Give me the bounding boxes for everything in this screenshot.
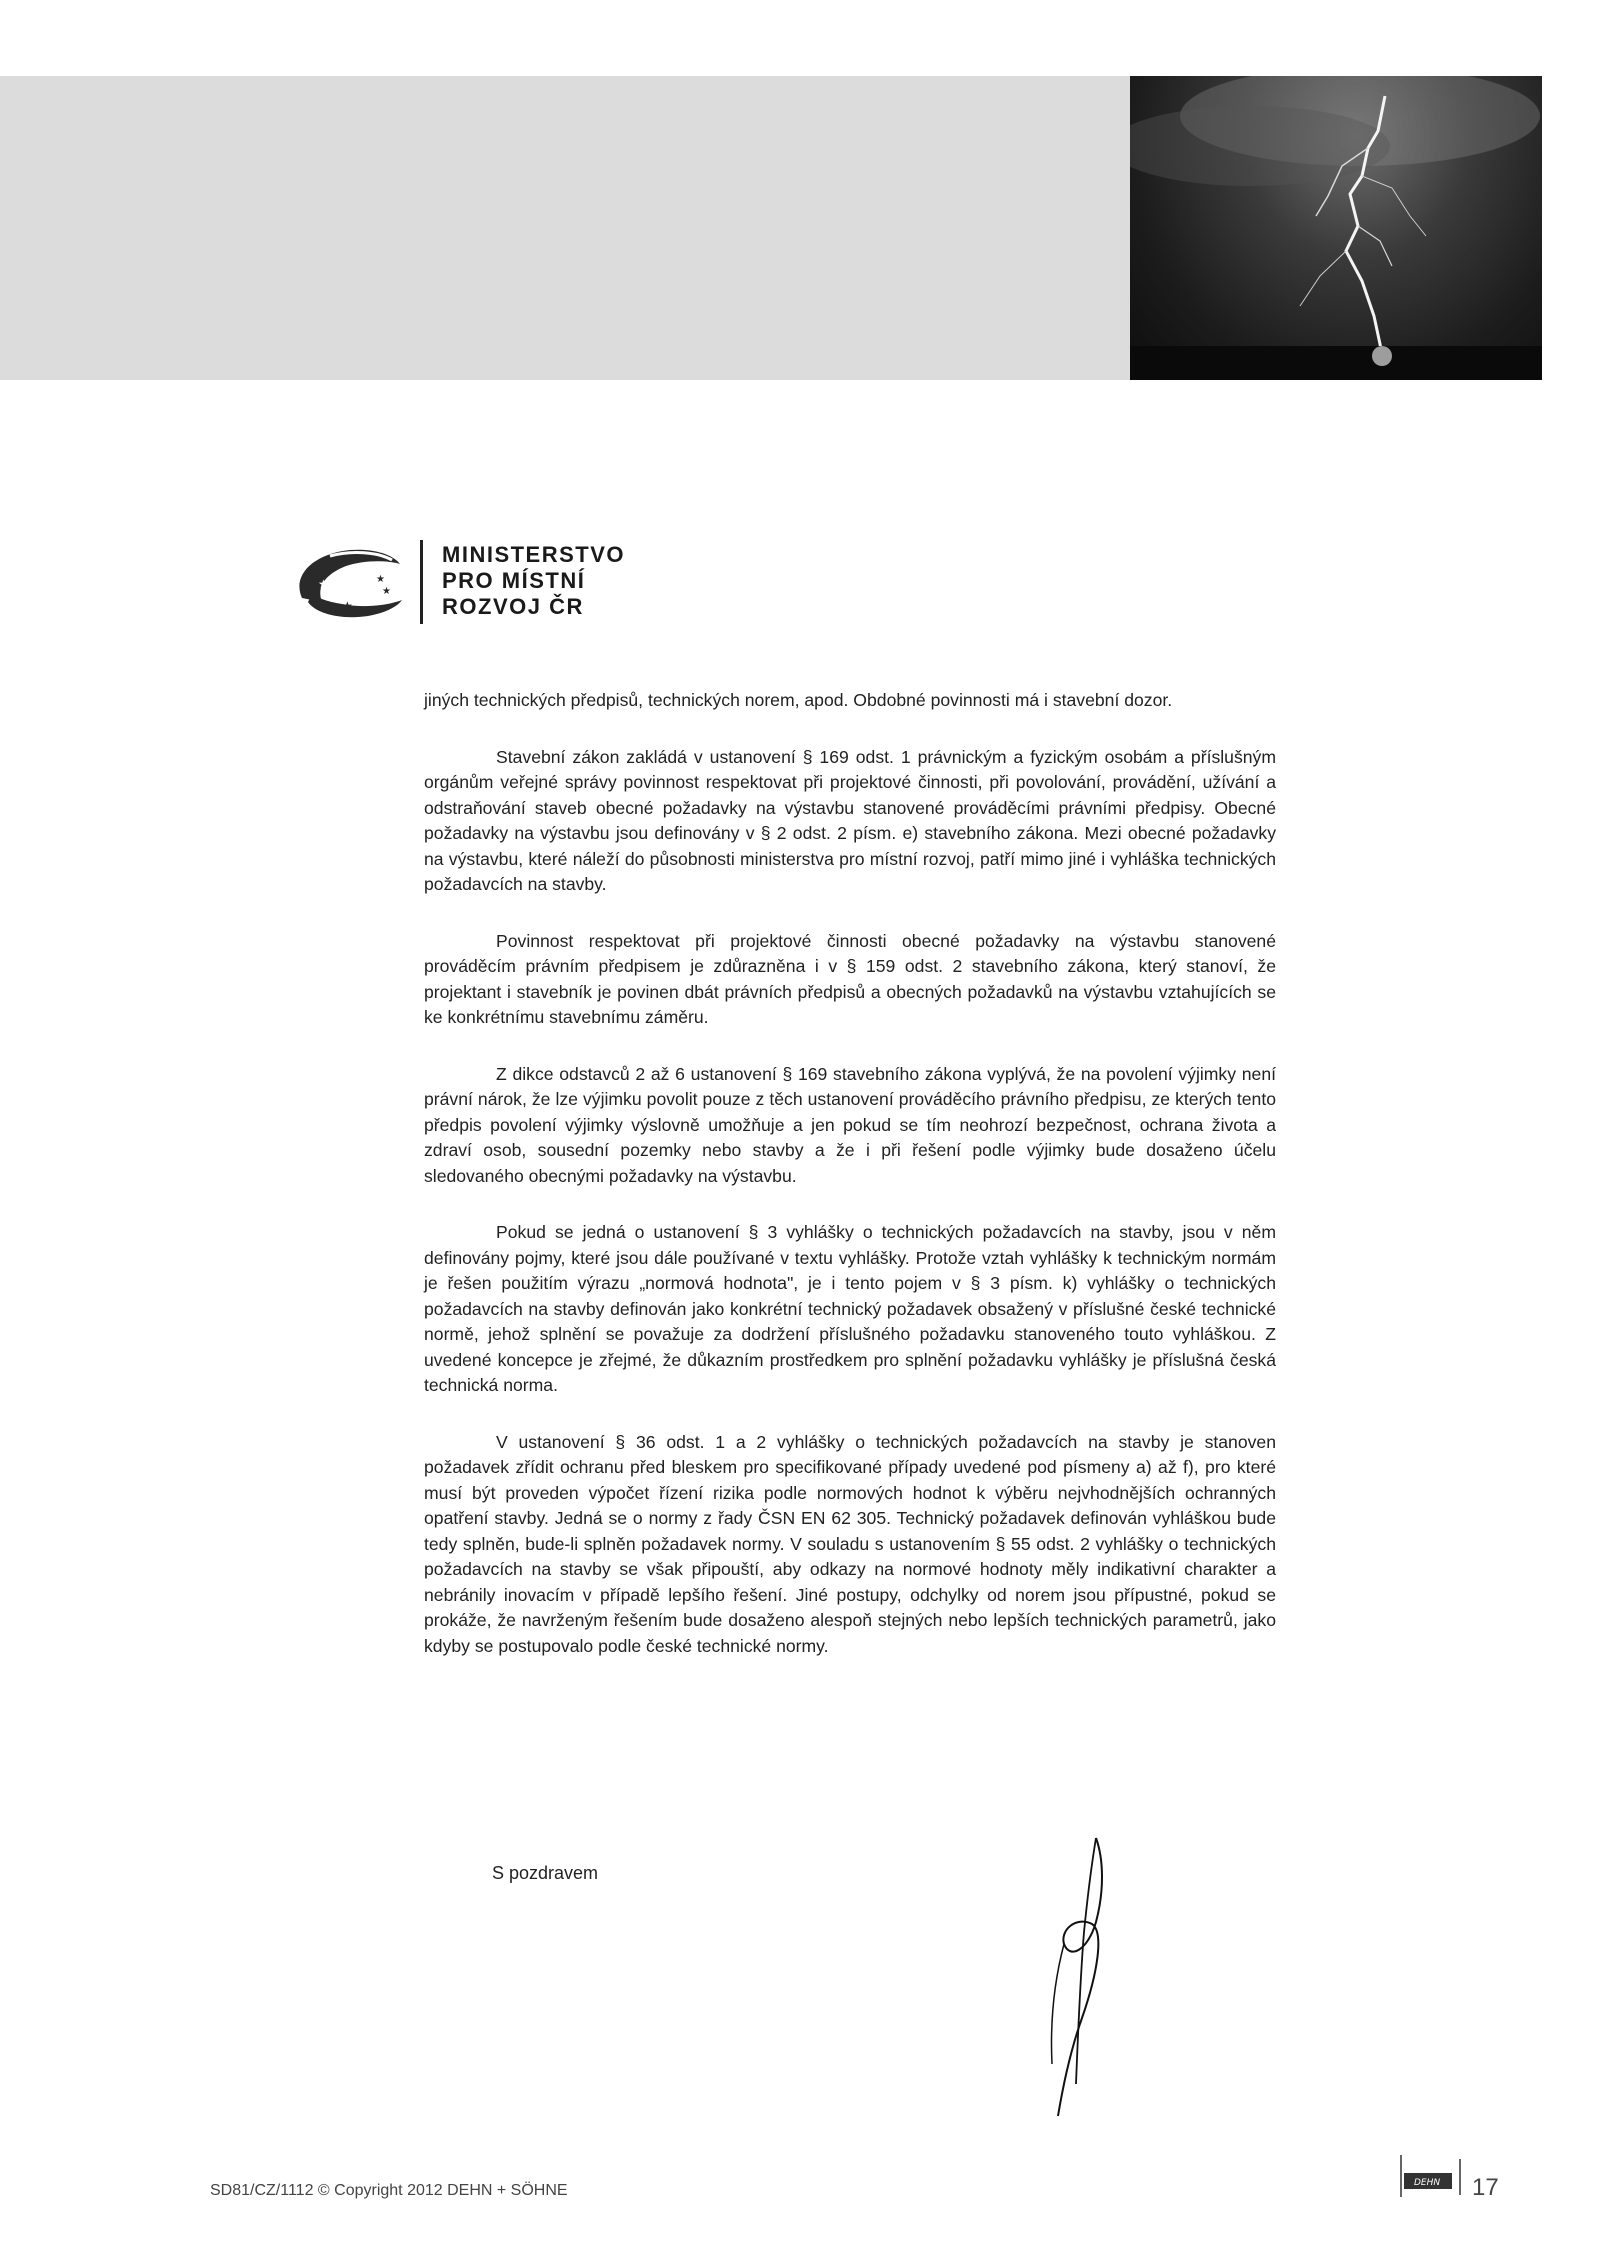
svg-text:★: ★ [382, 586, 391, 597]
page-number: 17 [1472, 2174, 1499, 2201]
dehn-logo-icon [1400, 2155, 1470, 2197]
handwritten-signature-icon [1000, 1832, 1150, 2122]
header-band [0, 76, 1130, 380]
svg-text:★: ★ [318, 577, 329, 591]
ministry-name-line: ROZVOJ ČR [442, 594, 584, 619]
footer-copyright: SD81/CZ/1112 © Copyright 2012 DEHN + SÖHNE [210, 2182, 568, 2199]
letter-paragraph: V ustanovení § 36 odst. 1 a 2 vyhlášky o technických požadavcích na stavby je stanoven požadavek zřídit ochranu před bleskem pro specifikované případy uvedené pod písmeny a) až f), pro které musí být proveden výpočet řízení rizika podle normových hodnot k výběru nejvhodnějších ochranných opatření stavby. Jedná se o normy z řady ČSN EN 62 305. Technický požadavek definován vyhláškou bude tedy splněn, bude-li splněn požadavek normy. V souladu s ustanovením § 55 odst. 2 vyhlášky o technických požadavcích na stavby se však připouští, aby odkazy na normové hodnoty měly indikativní charakter a nebránily inovacím v případě lepšího řešení. Jiné postupy, odchylky od norem jsou přípustné, pokud se prokáže, že navrženým řešením bude dosaženo alespoň stejných nebo lepších technických parametrů, jako kdyby se postupovalo podle české technické normy. [424, 1431, 1276, 1656]
ministry-name [442, 542, 702, 620]
svg-text:★: ★ [376, 574, 385, 585]
letter-body [424, 688, 1276, 1690]
ministry-name-line: PRO MÍSTNÍ [442, 568, 586, 593]
letter-paragraph: jiných technických předpisů, technických norem, apod. Obdobné povinnosti má i stavební dozor. [424, 690, 1173, 710]
ministry-logo-divider [420, 540, 423, 624]
letter-closing: S pozdravem [492, 1863, 599, 1883]
dehn-logo-text: DEHN [1414, 2178, 1441, 2188]
letter-paragraph: Z dikce odstavců 2 až 6 ustanovení § 169 stavebního zákona vyplývá, že na povolení výjimky není právní nárok, že lze výjimku povolit pouze z těch ustanovení prováděcího právního předpisu, ze kterých tento předpis povolení výjimky výslovně umožňuje a jen pokud se tím neohrozí bezpečnost, ochrana života a zdraví osob, sousední pozemky nebo stavby a že i při řešení podle výjimky bude dosaženo účelu sledovaného obecnými požadavky na výstavbu. [424, 1063, 1276, 1186]
letter-paragraph: Povinnost respektovat při projektové činnosti obecné požadavky na výstavbu stanovené prováděcím právním předpisem je zdůrazněna i v § 159 odst. 2 stavebního zákona, který stanoví, že projektant i stavebník je povinen dbát právních předpisů a obecných požadavků na výstavbu vztahujících se ke konkrétnímu stavebnímu záměru. [424, 930, 1276, 1027]
letter-paragraph: Pokud se jedná o ustanovení § 3 vyhlášky o technických požadavcích na stavby, jsou v něm definovány pojmy, které jsou dále používané v textu vyhlášky. Protože vztah vyhlášky k technickým normám je řešen použitím výrazu „normová hodnota", je i tento pojem v § 3 písm. k) vyhlášky o technických požadavcích na stavby definován jako konkrétní technický požadavek obsažený v příslušné české technické normě, jehož splnění se považuje za dodržení příslušného požadavku stanoveného touto vyhláškou. Z uvedené koncepce je zřejmé, že důkazním prostředkem pro splnění požadavku vyhlášky je příslušná česká technická norma. [424, 1222, 1276, 1395]
svg-text:★: ★ [328, 591, 339, 605]
ministry-emblem-icon [282, 536, 417, 626]
lightning-photo [1130, 76, 1542, 380]
ministry-name-line: MINISTERSTVO [442, 542, 626, 567]
svg-text:★: ★ [342, 599, 353, 613]
letter-paragraph: Stavební zákon zakládá v ustanovení § 169 odst. 1 právnickým a fyzickým osobám a příslušným orgánům veřejné správy povinnost respektovat při projektové činnosti, při povolování, provádění, užívání a odstraňování staveb obecné požadavky na výstavbu stanovené prováděcími právními předpisy. Obecné požadavky na výstavbu jsou definovány v § 2 odst. 2 písm. e) stavebního zákona. Mezi obecné požadavky na výstavbu, které náleží do působnosti ministerstva pro místní rozvoj, patří mimo jiné i vyhláška technických požadavcích na stavby. [424, 746, 1276, 894]
